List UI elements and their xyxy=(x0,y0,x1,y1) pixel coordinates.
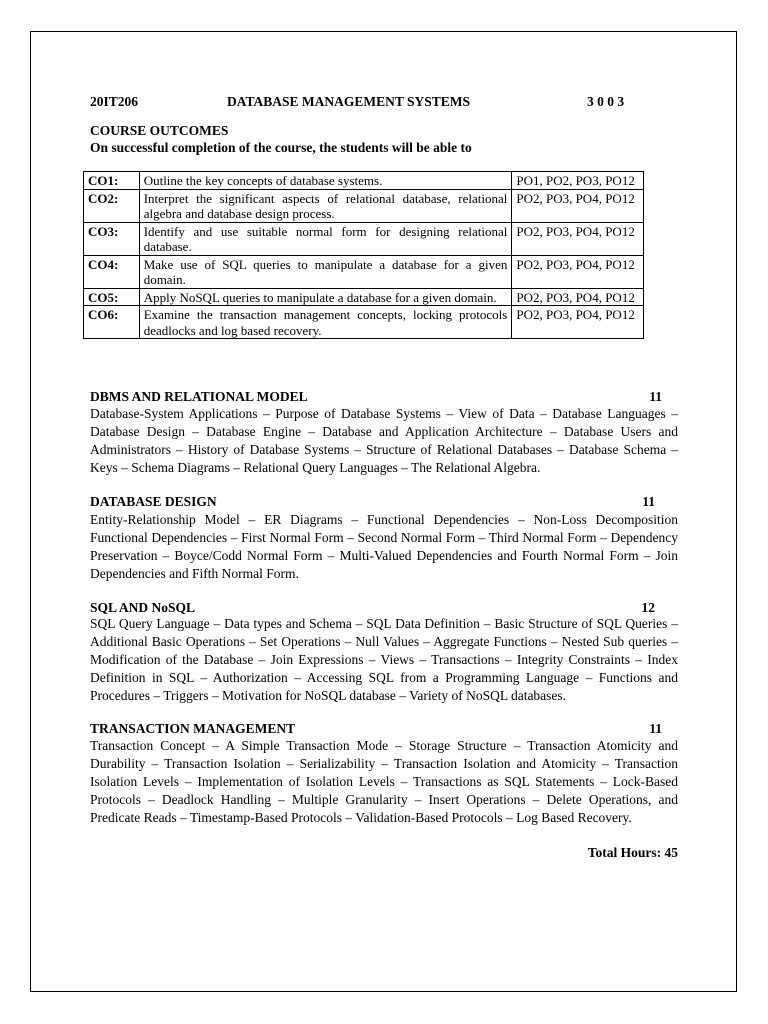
co-po-mapping: PO1, PO2, PO3, PO12 xyxy=(512,172,644,190)
table-row xyxy=(84,288,644,306)
co-description: Outline the key concepts of database systems. xyxy=(139,172,512,190)
unit-title: TRANSACTION MANAGEMENT xyxy=(90,721,296,736)
co-po-mapping: PO2, PO3, PO4, PO12 xyxy=(512,306,644,339)
course-header xyxy=(90,94,678,112)
co-id: CO5: xyxy=(84,288,140,306)
co-id: CO4: xyxy=(84,255,140,288)
co-po-mapping: PO2, PO3, PO4, PO12 xyxy=(512,189,644,222)
table-row xyxy=(84,255,644,288)
outcomes-heading: COURSE OUTCOMES xyxy=(90,123,229,138)
co-po-mapping: PO2, PO3, PO4, PO12 xyxy=(512,222,644,255)
co-description: Make use of SQL queries to manipulate a database for a given domain. xyxy=(139,255,512,288)
co-id: CO3: xyxy=(84,222,140,255)
co-description: Interpret the significant aspects of relational database, relational algebra and database design process. xyxy=(139,189,512,222)
outcomes-table xyxy=(83,171,644,339)
co-description: Examine the transaction management concepts, locking protocols deadlocks and log based recovery. xyxy=(139,306,512,339)
co-id: CO6: xyxy=(84,306,140,339)
unit-content: Database-System Applications – Purpose of Database Systems – View of Data – Database Languages – Database Design – Database Engine – Database and Application Architecture – Database Users and Administrators – History of Database Systems – Structure of Relational Databases – Database Schema – Keys – Schema Diagrams – Relational Query Languages – The Relational Algebra. xyxy=(90,406,678,475)
course-credits: 3 0 0 3 xyxy=(587,94,625,109)
unit-content: Transaction Concept – A Simple Transaction Mode – Storage Structure – Transaction Atomicity and Durability – Transaction Isolation – Serializability – Transaction Isolation and Atomicity – Transaction Isolation Levels – Implementation of Isolation Levels – Transactions as SQL Statements – Lock-Based Protocols – Deadlock Handling – Multiple Granularity – Insert Operations – Delete Operations, and Predicate Reads – Timestamp-Based Protocols – Validation-Based Protocols – Log Based Recovery. xyxy=(90,738,678,825)
co-po-mapping: PO2, PO3, PO4, PO12 xyxy=(512,288,644,306)
table-row xyxy=(84,306,644,339)
outcomes-intro: On successful completion of the course, the students will be able to xyxy=(90,140,472,155)
unit-heading xyxy=(90,720,670,737)
unit-heading xyxy=(90,493,670,510)
unit-hours: 11 xyxy=(642,494,655,509)
unit-heading xyxy=(90,599,670,616)
course-code: 20IT206 xyxy=(90,94,139,109)
unit-hours: 11 xyxy=(649,389,662,404)
unit-title: SQL AND NoSQL xyxy=(90,600,196,615)
co-description: Identify and use suitable normal form for designing relational database. xyxy=(139,222,512,255)
table-row xyxy=(84,172,644,190)
co-id: CO2: xyxy=(84,189,140,222)
unit-content: Entity-Relationship Model – ER Diagrams – Functional Dependencies – Non-Loss Decomposition Functional Dependencies – First Normal Form – Second Normal Form – Third Normal Form – Dependency Preservation – Boyce/Codd Normal Form – Multi-Valued Dependencies and Fourth Normal Form – Join Dependencies and Fifth Normal Form. xyxy=(90,512,678,581)
unit-hours: 12 xyxy=(641,600,655,615)
unit-content: SQL Query Language – Data types and Schema – SQL Data Definition – Basic Structure of SQL Queries – Additional Basic Operations – Set Operations – Null Values – Aggregate Functions – Nested Sub queries – Modification of the Database – Join Expressions – Views – Transactions – Integrity Constraints – Index Definition in SQL – Authorization – Accessing SQL from a Programming Language – Functions and Procedures – Triggers – Motivation for NoSQL database – Variety of NoSQL databases. xyxy=(90,616,678,703)
co-description: Apply NoSQL queries to manipulate a database for a given domain. xyxy=(139,288,512,306)
unit-title: DBMS AND RELATIONAL MODEL xyxy=(90,389,308,404)
unit-hours: 11 xyxy=(649,721,662,736)
table-row xyxy=(84,189,644,222)
table-row xyxy=(84,222,644,255)
co-id: CO1: xyxy=(84,172,140,190)
course-title: DATABASE MANAGEMENT SYSTEMS xyxy=(227,94,471,109)
co-po-mapping: PO2, PO3, PO4, PO12 xyxy=(512,255,644,288)
unit-title: DATABASE DESIGN xyxy=(90,494,217,509)
total-hours: Total Hours: 45 xyxy=(587,845,678,860)
unit-heading xyxy=(90,388,670,405)
